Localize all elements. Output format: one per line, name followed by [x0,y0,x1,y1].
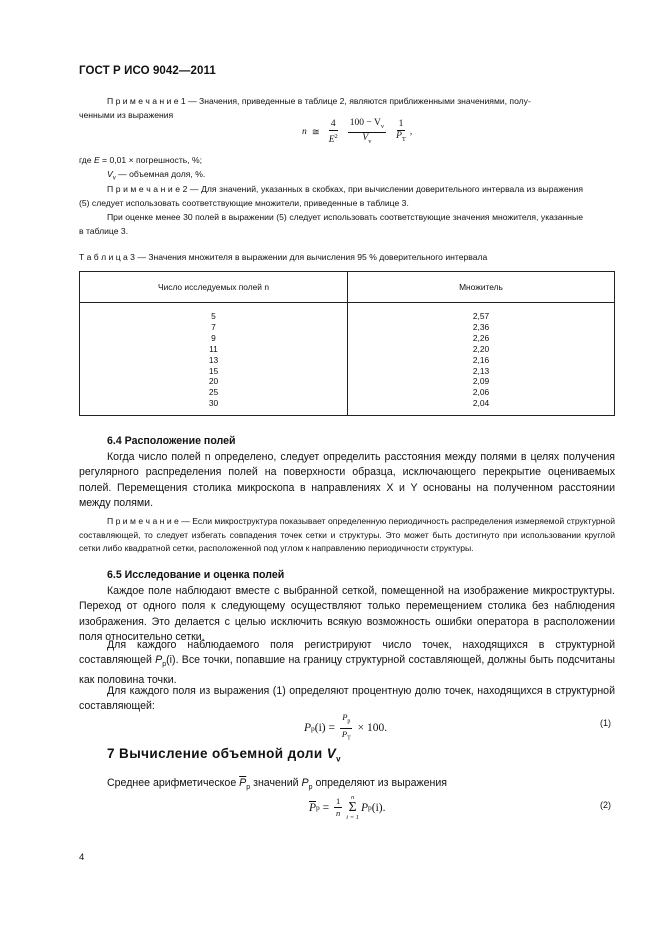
table-3-header-row [80,272,615,303]
document-header: ГОСТ Р ИСО 9042—2011 [79,65,216,77]
sec7-text-b: значений [250,777,302,789]
table-cell: 2,36 [472,321,490,332]
sec7-var-p: P [301,777,309,789]
table-3 [79,271,615,416]
section-6-5-title: 6.5 Исследование и оценка полей [107,569,285,581]
formula-n [302,118,412,147]
section-6-5-paragraph-2 [79,638,615,688]
frac2-num-sub: v [380,122,385,130]
frac1-den: E [328,134,335,145]
eq2-equals: = [319,801,333,814]
section-7-title-text: 7 Вычисление объемной доли [107,746,327,761]
equation-1 [304,712,387,744]
table-3-col1-values [80,303,348,416]
table-cell: 2,04 [472,398,490,409]
eq1-num: P [342,712,348,722]
where-block [79,154,583,186]
table-cell: 2,06 [472,387,490,398]
table-cell: 2,16 [472,354,490,365]
eq1-lhs-sub: p [311,723,315,733]
where-var-e: E [93,155,100,165]
equation-2 [309,794,386,821]
table-3-caption-text: — Значения множителя в выражении для вычисления 95 % доверительного интервала [134,252,488,262]
eq1-equals: = [325,722,338,735]
where-rest-1: = 0,01 × погрешность, %; [99,155,203,165]
section-6-4-paragraph: Когда число полей n определено, следует определить расстояния между полями в целях получения регулярного распределения полей на поверхности образца, исключающего перекрытие оцениваемых полей. Перемещения столика микроскопа в направлениях X и Y основаны на полученном расстоянии между полями. [79,451,615,510]
table-cell: 2,20 [472,343,490,354]
where-pre: где [79,155,94,165]
eq2-term: P [360,801,369,814]
eq2-lhs: $\overline{P}$ [309,801,317,814]
table-cell: 2,26 [472,332,490,343]
frac2-num: 100 − V [349,118,381,128]
table-3-caption [79,251,583,265]
formula-n-frac2 [348,118,386,147]
table-cell: 5 [211,311,216,321]
section-6-4-note-label: П р и м е ч а н и е [107,516,179,526]
eq2-term-sub: p [368,803,372,812]
fields-paragraph: При оценке менее 30 полей в выражении (5) следует использовать соответствующие значения множителя, указанные в таблице 3. [79,212,583,236]
table-3-col2-values [348,303,615,416]
sec7-var-mean-sub: p [246,784,251,792]
section-6-5-paragraph-3: Для каждого поля из выражения (1) определяют процентную долю точек, находящихся в структурной составляющей: [79,685,615,713]
note-2-label: П р и м е ч а н и е 2 [107,184,188,194]
where-var-v-sub: v [112,175,116,182]
where-rest-2: — объемная доля, %. [115,168,206,179]
note-2 [79,183,583,210]
formula-n-end: , [409,127,413,138]
sec7-var-p-sub: p [308,784,313,792]
section-6-4-note [79,515,615,556]
table-3-col1-header: Число исследуемых полей n [80,272,348,303]
note-1-text-cont: ченными из выражения [79,109,174,120]
section-7-paragraph [107,776,447,796]
sec7-text-c: определяют из выражения [312,777,447,789]
table-cell: 9 [211,332,216,343]
eq2-end: . [382,801,386,814]
frac3-den-sub: T [401,136,406,144]
para2-var-sub: p [162,661,167,669]
formula-n-frac3 [394,119,408,145]
section-7-title-var-sub: v [336,754,341,764]
para2-var: P [155,654,163,667]
eq2-sum-bottom: i = 1 [346,814,359,821]
eq2-num: 1 [336,796,341,806]
eq1-den-sub: T [347,735,351,742]
formula-n-frac1 [327,119,340,146]
where-var-v: V [107,168,113,179]
frac2-den: V [362,132,369,143]
equation-2-number: (2) [600,800,611,810]
table-cell: 20 [208,376,219,387]
section-6-4-note-text: — Если микроструктура показывает определенную периодичность распределения измеряемой структурной составляющей, то следует избегать совпадения точек сетки и структуры. Это может быть достигнуто при использовании круглой сетки либо квадратной сетки, расположенной под углом к направлению периодичности структуры. [79,516,616,553]
frac1-den-sup: 2 [334,132,338,140]
table-3-col2-header: Множитель [348,272,615,303]
sec7-text-a: Среднее арифметическое [107,777,240,789]
eq2-frac [334,796,342,819]
table-cell: 13 [208,354,219,365]
eq2-sum-sign: Σ [348,800,357,815]
eq1-den: P [341,728,348,739]
note-1-text: — Значения, приведенные в таблице 2, являются приближенными значениями, полу- [185,96,531,106]
frac3-num: 1 [398,119,404,130]
table-cell: 30 [208,398,219,409]
eq1-rest: × 100. [354,722,388,735]
table-cell: 2,13 [472,365,490,376]
eq1-frac [340,712,353,744]
note-2-text: — Для значений, указанных в скобках, при вычислении доверительного интервала из выражения (5) следует использовать соответствующие множители, приведенные в таблице 3. [79,184,583,208]
section-6-5-paragraph-1: Каждое поле наблюдают вместе с выбранной сеткой, помещенной на изображение микроструктуры. Переход от одного поля к следующему осуществляют только перемещением столика без наблюдения изображения. Это делается с целью исключить всякую возможность ошибки оператора в расположении поля относительно сетки. [79,585,615,644]
formula-n-rel: ≅ [311,127,320,138]
eq2-sum-top: n [351,794,355,801]
note-1-label: П р и м е ч а н и е 1 [107,96,186,106]
table-3-values-row [80,303,615,416]
formula-n-lhs: n [302,127,307,138]
frac1-num: 4 [330,118,336,129]
page-number: 4 [79,852,85,863]
eq1-num-sub: p [347,718,351,725]
para2-text-a: Для каждого наблюдаемого поля регистрируют число точек, находящихся в структурной составляющей [79,639,615,667]
where-line-1 [79,154,583,168]
table-cell: 25 [208,387,219,398]
eq1-lhs: P [304,722,312,735]
table-cell: 15 [208,365,219,376]
section-7-title-var: V [326,746,337,761]
frac3-den: P [396,131,402,142]
para2-text-b: . Все точки, попавшие на границу структурной составляющей, должны быть подсчитаны как половина точки. [79,654,615,686]
eq2-den: n [336,808,341,818]
frac2-den-sub: v [368,137,372,145]
para2-var-arg: (i) [166,654,176,667]
table-cell: 11 [209,343,218,354]
eq2-term-arg: (i) [371,801,383,814]
section-6-4-title: 6.4 Расположение полей [107,435,236,447]
eq1-lhs-arg: (i) [314,722,326,735]
sec7-var-mean: $\overline{P}$ [239,777,247,789]
eq2-sum [346,794,359,821]
equation-1-number: (1) [600,718,611,728]
table-cell: 7 [211,321,216,332]
table-cell: 2,57 [472,311,490,321]
section-7-title [107,746,341,764]
table-3-caption-label: Т а б л и ц а 3 [79,252,135,262]
eq2-lhs-sub: p [316,803,320,812]
table-cell: 2,09 [472,376,490,387]
